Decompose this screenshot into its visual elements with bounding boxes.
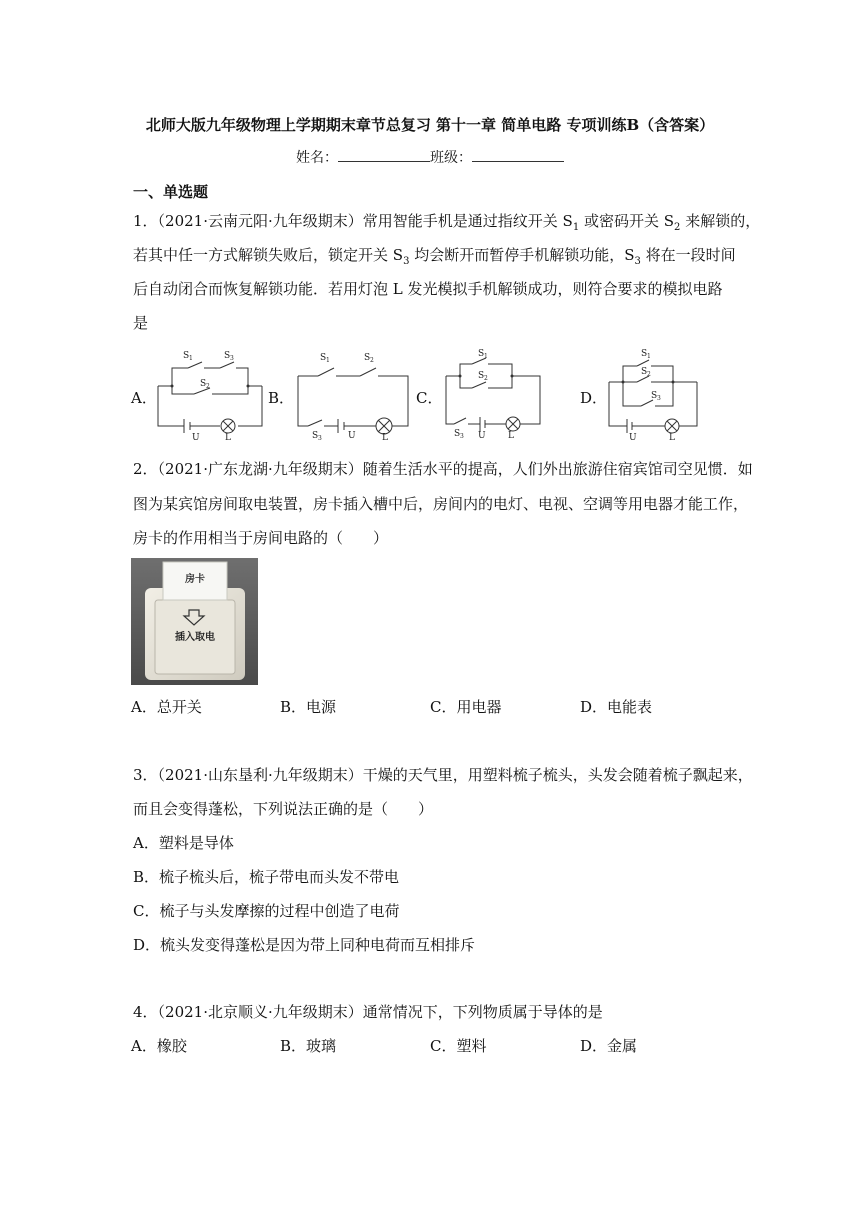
q3-line2: 而且会变得蓬松，下列说法正确的是（ ） [133, 800, 434, 818]
q4-source: （2021·北京顺义·九年级期末） [157, 1003, 363, 1021]
card-text: 房卡 [185, 574, 205, 585]
svg-text:S: S [641, 349, 648, 359]
q1-text: 若其中任一方式解锁失败后，锁定开关 [133, 246, 389, 264]
q4-option-a: A．橡胶 [131, 1037, 187, 1055]
svg-text:S: S [478, 371, 485, 381]
svg-text:1: 1 [484, 353, 488, 360]
slot-text: 插入取电 [175, 632, 215, 643]
q4-option-c: C．塑料 [430, 1037, 487, 1055]
q1-line3: 后自动闭合而恢复解锁功能．若用灯泡 L 发光模拟手机解锁成功，则符合要求的模拟电路 [133, 280, 723, 298]
q1-line4: 是 [133, 314, 149, 332]
name-label: 姓名： [296, 150, 338, 166]
svg-text:2: 2 [370, 357, 374, 364]
q4-option-d: D．金属 [580, 1037, 638, 1055]
room-card-switch-photo [131, 558, 258, 685]
section-heading: 一、单选题 [133, 183, 209, 201]
svg-text:3: 3 [318, 435, 322, 441]
q1-source: （2021·云南元阳·九年级期末） [157, 212, 363, 230]
svg-text:U: U [478, 431, 486, 441]
label-l: L [225, 433, 231, 441]
q1-text: 将在一段时间 [645, 246, 736, 264]
q1-text: 常用智能手机是通过指纹开关 [362, 212, 558, 230]
class-label: 班级： [430, 150, 472, 166]
svg-text:L: L [508, 431, 514, 441]
label-s2: S [200, 379, 207, 389]
q2-option-a: A．总开关 [131, 698, 202, 716]
q2-line2: 图为某宾馆房间取电装置，房卡插入槽中后，房间内的电灯、电视、空调等用电器才能工作， [133, 495, 749, 513]
name-blank [338, 147, 430, 162]
q4-number: 4． [133, 1003, 158, 1021]
q2-text: 随着生活水平的提高，人们外出旅游住宿宾馆司空见惯．如 [362, 460, 753, 478]
q3-number: 3． [133, 766, 158, 784]
q3-option-b: B．梳子梳头后，梳子带电而头发不带电 [133, 868, 400, 886]
svg-text:1: 1 [647, 353, 651, 360]
q2-option-d: D．电能表 [580, 698, 653, 716]
q4-option-b: B．玻璃 [280, 1037, 337, 1055]
q1-line1: 1．（2021·云南元阳·九年级期末）常用智能手机是通过指纹开关 $S_1$ 或密码开关 $S_2$ 来解锁的， [133, 212, 761, 233]
svg-text:3: 3 [230, 355, 234, 362]
q2-option-b: B．电源 [280, 698, 337, 716]
svg-text:L: L [669, 433, 675, 441]
svg-text:3: 3 [657, 395, 661, 402]
document-title: 北师大版九年级物理上学期期末章节总复习 第十一章 简单电路 专项训练B（含答案） [145, 116, 715, 134]
q3-option-d: D．梳头发变得蓬松是因为带上同种电荷而互相排斥 [133, 936, 476, 954]
q3-option-a: A．塑料是导体 [133, 834, 234, 852]
svg-text:S: S [320, 353, 327, 363]
svg-text:S: S [364, 353, 371, 363]
q4-text: 通常情况下，下列物质属于导体的是 [362, 1003, 603, 1021]
q2-number: 2． [133, 460, 158, 478]
q1-option-d-label: D． [580, 389, 608, 407]
svg-text:S: S [312, 431, 319, 441]
svg-text:S: S [478, 349, 485, 359]
svg-text:1: 1 [189, 355, 193, 362]
label-s3: S [224, 351, 231, 361]
svg-text:S: S [651, 391, 658, 401]
q4-line1 [133, 1002, 603, 1022]
svg-text:S: S [641, 367, 648, 377]
q1-text: 来解锁的， [685, 212, 761, 230]
svg-text:2: 2 [647, 371, 651, 378]
q1-line2: 若其中任一方式解锁失败后，锁定开关 $S_3$ 均会断开而暂停手机解锁功能，$S_3$ 将在一段时间 [133, 246, 736, 267]
q2-option-c: C．用电器 [430, 698, 502, 716]
svg-text:L: L [382, 433, 388, 441]
svg-text:2: 2 [206, 383, 210, 390]
label-u: U [192, 433, 200, 441]
q3-line1 [133, 765, 753, 785]
svg-text:1: 1 [326, 357, 330, 364]
q1-option-c-label: C． [416, 389, 443, 407]
circuit-diagram-c [440, 346, 545, 441]
svg-text:2: 2 [484, 375, 488, 382]
q1-option-b-label: B． [268, 389, 295, 407]
q3-option-c: C．梳子与头发摩擦的过程中创造了电荷 [133, 902, 400, 920]
q3-text: 干燥的天气里，用塑料梳子梳头，头发会随着梳子飘起来， [362, 766, 753, 784]
svg-text:S: S [454, 429, 461, 439]
svg-text:U: U [629, 433, 637, 441]
name-class-row [0, 147, 860, 167]
label-s1: S [183, 351, 190, 361]
circuit-diagram-b [288, 346, 413, 441]
svg-text:3: 3 [460, 433, 464, 440]
q3-source: （2021·山东垦利·九年级期末） [157, 766, 363, 784]
circuit-diagram-a [150, 346, 265, 441]
q1-text: 或密码开关 [583, 212, 659, 230]
circuit-diagram-d [603, 346, 703, 441]
q2-line3: 房卡的作用相当于房间电路的（ ） [133, 529, 389, 547]
q1-option-a-label: A． [131, 389, 157, 407]
q2-source: （2021·广东龙湖·九年级期末） [157, 460, 363, 478]
svg-text:U: U [348, 431, 356, 441]
q2-line1 [133, 459, 753, 479]
q1-number: 1． [133, 212, 158, 230]
class-blank [472, 147, 564, 162]
q1-text: 均会断开而暂停手机解锁功能， [414, 246, 625, 264]
